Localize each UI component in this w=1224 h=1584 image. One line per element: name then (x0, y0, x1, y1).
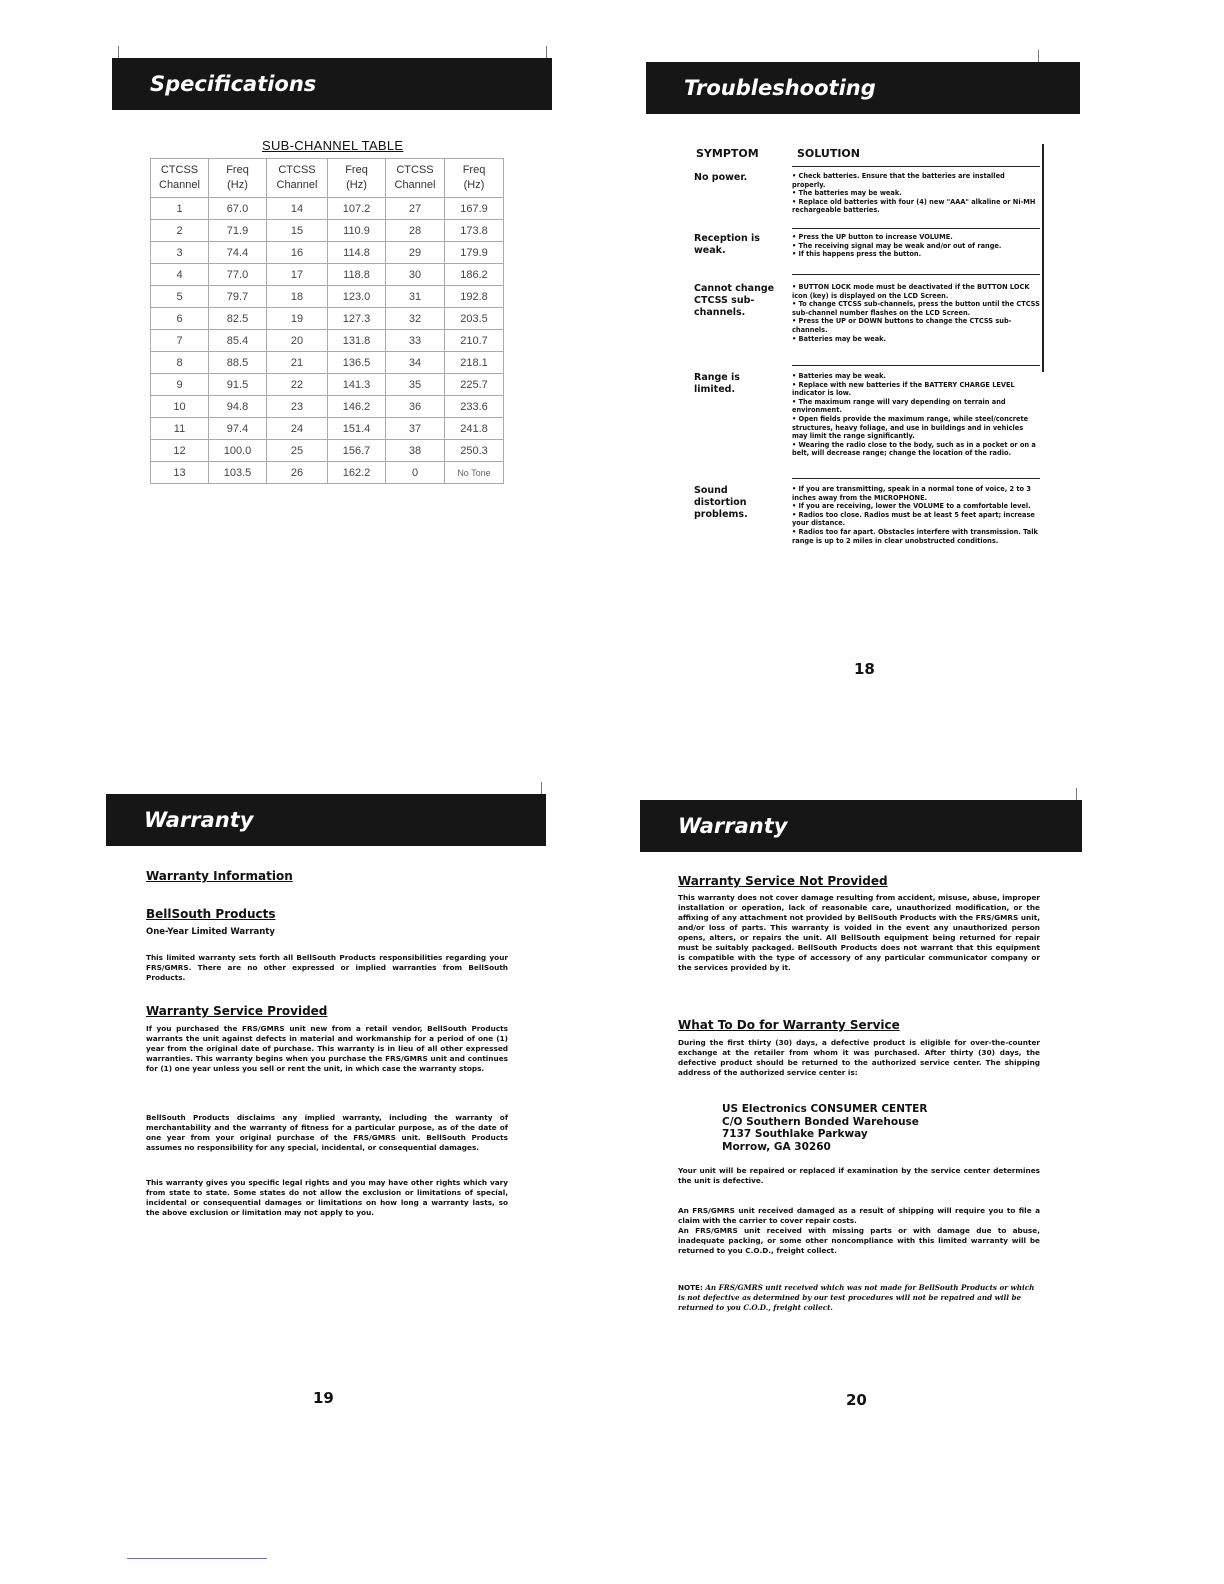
table-cell: 14 (267, 198, 328, 220)
table-cell: 27 (386, 198, 445, 220)
solution-item: • Batteries may be weak. (792, 372, 887, 380)
solution-item: • The receiving signal may be weak and/or out of range. (792, 241, 1002, 250)
table-header-cell (151, 159, 209, 198)
table-cell: 33 (386, 330, 445, 352)
table-cell: 0 (386, 462, 445, 484)
what-to-do-heading: What To Do for Warranty Service (678, 1018, 900, 1032)
table-cell: 13 (151, 462, 209, 484)
table-row (151, 330, 504, 352)
solution-item: • Press the UP button to increase VOLUME. (792, 233, 953, 241)
solution-item: • Batteries may be weak. (792, 334, 887, 343)
header-line: (Hz) (227, 179, 248, 191)
table-cell: 94.8 (209, 396, 267, 418)
solution-header: SOLUTION (797, 147, 860, 160)
table-cell: 31 (386, 286, 445, 308)
bottom-link-underline (127, 1558, 267, 1559)
solution-item: • Radios too close. Radios must be at least 5 feet apart; increase your distance. (792, 510, 1035, 528)
table-cell: 218.1 (445, 352, 504, 374)
table-cell: 151.4 (328, 418, 386, 440)
table-cell: 192.8 (445, 286, 504, 308)
table-cell: 21 (267, 352, 328, 374)
bellsouth-products-heading: BellSouth Products (146, 907, 276, 921)
solution-item: • Wearing the radio close to the body, such as in a pocket or on a belt, will decrease range; change the location of the radio. (792, 440, 1036, 458)
table-cell: 36 (386, 396, 445, 418)
warranty-information-heading: Warranty Information (146, 869, 293, 883)
solution-item: • If you are transmitting, speak in a normal tone of voice, 2 to 3 inches away from the MICROPHONE. (792, 485, 1031, 502)
row-divider (792, 228, 1040, 229)
warranty-right-para-1: This warranty does not cover damage resulting from accident, misuse, abuse, improper installation or operation, lack of reasonable care, unauthorized modification, or the affixing of any attachment not provided by BellSouth Products with the FRS/GMRS unit, and/or loss of parts. This warranty is voided in the event any unauthorized person opens, alters, or repairs the unit. All BellSouth equipment being returned for repair must be suitably packaged. BellSouth Products does not warrant that this equipment is compatible with the type of accessory of any particular communicator company or the services provided by it. (678, 893, 1040, 972)
symptom-text: No power. (694, 172, 748, 183)
table-row (151, 308, 504, 330)
symptom-text: Range is limited. (694, 372, 740, 395)
table-cell: 146.2 (328, 396, 386, 418)
warranty-service-provided-heading: Warranty Service Provided (146, 1004, 328, 1018)
solution-item: • Radios too far apart. Obstacles interfere with transmission. Talk range is up to 2 miles in clear unobstructed conditions. (792, 527, 1038, 545)
table-cell: 167.9 (445, 198, 504, 220)
table-cell: 19 (267, 308, 328, 330)
page-number-18: 18 (854, 660, 875, 678)
solution-item: • The maximum range will vary depending on terrain and environment. (792, 397, 1006, 415)
page-number-20: 20 (846, 1391, 867, 1409)
table-row (151, 242, 504, 264)
table-cell: 100.0 (209, 440, 267, 462)
table-row (151, 418, 504, 440)
warranty-banner-right: Warranty (640, 800, 1082, 852)
table-cell: 225.7 (445, 374, 504, 396)
table-header-cell (445, 159, 504, 198)
table-row (151, 352, 504, 374)
header-line: CTCSS (160, 164, 199, 176)
solution-item: • BUTTON LOCK mode must be deactivated if the BUTTON LOCK icon (key) is displayed on the LCD Screen. (792, 283, 1030, 300)
sub-channel-table (150, 158, 504, 484)
header-line: CTCSS (396, 164, 434, 176)
page-number-19: 19 (313, 1389, 334, 1407)
note-label: NOTE: (678, 1283, 703, 1292)
table-cell: 17 (267, 264, 328, 286)
table-cell: 103.5 (209, 462, 267, 484)
header-line: Channel (276, 179, 318, 191)
header-line: CTCSS (278, 164, 316, 176)
table-cell: 5 (151, 286, 209, 308)
table-cell: 173.8 (445, 220, 504, 242)
table-cell: 11 (151, 418, 209, 440)
symptom-text: Cannot change CTCSS sub-channels. (694, 283, 775, 318)
table-cell: 88.5 (209, 352, 267, 374)
table-cell: 1 (151, 198, 209, 220)
table-cell: 85.4 (209, 330, 267, 352)
table-cell: 23 (267, 396, 328, 418)
header-line: (Hz) (463, 179, 485, 191)
specifications-banner: Specifications (112, 58, 552, 110)
header-line: Channel (159, 179, 200, 191)
table-row (151, 440, 504, 462)
table-cell: 203.5 (445, 308, 504, 330)
solution-item: • Replace old batteries with four (4) new "AAA" alkaline or Ni-MH rechargeable batteries. (792, 197, 1036, 215)
table-cell: 141.3 (328, 374, 386, 396)
warranty-note (678, 1283, 1040, 1313)
address-line: C/O Southern Bonded Warehouse (722, 1115, 919, 1128)
table-cell: 67.0 (209, 198, 267, 220)
table-cell: 118.8 (328, 264, 386, 286)
solution-list (792, 485, 1040, 545)
row-divider (792, 365, 1040, 366)
table-cell: 162.2 (328, 462, 386, 484)
table-cell: 35 (386, 374, 445, 396)
table-cell: 28 (386, 220, 445, 242)
table-cell: 38 (386, 440, 445, 462)
table-cell: 97.4 (209, 418, 267, 440)
table-cell: 233.6 (445, 396, 504, 418)
solution-item: • Open fields provide the maximum range, while steel/concrete structures, heavy foliage, and use in buildings and in vehicles may limit the range significantly. (792, 414, 1029, 441)
table-header-cell (267, 159, 328, 198)
table-cell: 37 (386, 418, 445, 440)
header-divider (792, 166, 1040, 167)
table-cell: 131.8 (328, 330, 386, 352)
symptom-text: Reception is weak. (694, 233, 760, 256)
table-cell: 9 (151, 374, 209, 396)
table-header-cell (209, 159, 267, 198)
table-cell: 123.0 (328, 286, 386, 308)
solution-item: • To change CTCSS sub-channels, press the button until the CTCSS sub-channel number flashes on the LCD Screen. (792, 300, 1040, 317)
table-cell: 250.3 (445, 440, 504, 462)
table-cell: 107.2 (328, 198, 386, 220)
warranty-para-2: If you purchased the FRS/GMRS unit new from a retail vendor, BellSouth Products warrants the unit against defects in material and workmanship for a period of one (1) year from the original date of purchase. This warranty is in lieu of all other expressed warranties. This warranty begins when you purchase the FRS/GMRS unit and continues for (1) one year unless you sell or rent the unit, in which case the warranty stops. (146, 1024, 508, 1073)
solution-item: • Replace with new batteries if the BATTERY CHARGE LEVEL indicator is low. (792, 380, 1015, 398)
table-cell: 4 (151, 264, 209, 286)
warranty-not-provided-heading: Warranty Service Not Provided (678, 874, 888, 888)
table-cell: 12 (151, 440, 209, 462)
warranty-right-para-3: Your unit will be repaired or replaced if examination by the service center determines the unit is defective. (678, 1166, 1040, 1185)
table-cell: 110.9 (328, 220, 386, 242)
row-divider (792, 274, 1040, 275)
header-line: Freq (462, 164, 486, 176)
solution-item: • Check batteries. Ensure that the batteries are installed properly. (792, 172, 1005, 189)
table-row (151, 220, 504, 242)
table-cell: 241.8 (445, 418, 504, 440)
table-row (151, 374, 504, 396)
header-line: Freq (345, 164, 368, 176)
symptom-text: Sound distortion problems. (694, 485, 748, 520)
table-cell: 25 (267, 440, 328, 462)
table-cell: 210.7 (445, 330, 504, 352)
row-divider (792, 478, 1040, 479)
header-line: (Hz) (346, 179, 367, 191)
table-cell: 7 (151, 330, 209, 352)
table-cell: 77.0 (209, 264, 267, 286)
table-cell: 127.3 (328, 308, 386, 330)
header-line: Freq (226, 164, 249, 176)
warranty-para-3: BellSouth Products disclaims any implied warranty, including the warranty of merchantability and the warranty of fitness for a particular purpose, as of the date of one year from your original purchase of the FRS/GMRS unit. BellSouth Products assumes no responsibility for any special, incidental, or consequential damages. (146, 1113, 508, 1152)
solution-list (792, 372, 1040, 458)
table-cell: 79.7 (209, 286, 267, 308)
warranty-right-para-5: An FRS/GMRS unit received with missing parts or with damage due to abuse, inadequate packing, or some other noncompliance with this limited warranty will be returned to you C.O.D., freight collect. (678, 1226, 1040, 1255)
table-cell: 91.5 (209, 374, 267, 396)
table-cell: 179.9 (445, 242, 504, 264)
table-cell: 82.5 (209, 308, 267, 330)
table-row (151, 198, 504, 220)
table-row (151, 396, 504, 418)
solution-item: • If you are receiving, lower the VOLUME to a comfortable level. (792, 502, 1031, 511)
solution-item: • If this happens press the button. (792, 250, 922, 259)
table-cell: 6 (151, 308, 209, 330)
address-line: Morrow, GA 30260 (722, 1140, 831, 1153)
solution-item: • The batteries may be weak. (792, 189, 902, 198)
address-line: US Electronics CONSUMER CENTER (722, 1103, 928, 1115)
table-row (151, 462, 504, 484)
symptom-header: SYMPTOM (696, 147, 759, 160)
table-cell: 186.2 (445, 264, 504, 286)
table-cell: 16 (267, 242, 328, 264)
troubleshooting-side-bar (1042, 144, 1044, 372)
warranty-right-para-4: An FRS/GMRS unit received damaged as a result of shipping will require you to file a claim with the carrier to cover repair costs. (678, 1206, 1040, 1225)
table-cell: 15 (267, 220, 328, 242)
solution-list (792, 233, 1040, 259)
table-cell: 8 (151, 352, 209, 374)
table-cell: 30 (386, 264, 445, 286)
note-text: An FRS/GMRS unit received which was not made for BellSouth Products or which is not defective as determined by our test procedures will not be repaired and will be returned to you C.O.D., freight collect. (678, 1283, 1035, 1312)
table-cell: 136.5 (328, 352, 386, 374)
table-cell: 20 (267, 330, 328, 352)
warranty-para-1: This limited warranty sets forth all BellSouth Products responsibilities regarding your FRS/GMRS. There are no other expressed or implied warranties from BellSouth Products. (146, 953, 508, 982)
warranty-banner-left: Warranty (106, 794, 546, 846)
table-row (151, 264, 504, 286)
table-cell: 74.4 (209, 242, 267, 264)
table-cell: 114.8 (328, 242, 386, 264)
service-center-address (722, 1103, 927, 1153)
table-header-cell (386, 159, 445, 198)
solution-item: • Press the UP or DOWN buttons to change the CTCSS sub-channels. (792, 317, 1012, 334)
header-line: Channel (394, 179, 436, 191)
table-cell: 32 (386, 308, 445, 330)
table-cell: 34 (386, 352, 445, 374)
table-cell: 18 (267, 286, 328, 308)
sub-channel-table-title: SUB-CHANNEL TABLE (262, 138, 404, 153)
solution-list (792, 172, 1040, 215)
solution-list (792, 283, 1040, 343)
table-cell: 24 (267, 418, 328, 440)
table-cell: No Tone (445, 462, 504, 484)
table-cell: 3 (151, 242, 209, 264)
table-cell: 71.9 (209, 220, 267, 242)
warranty-right-para-2: During the first thirty (30) days, a defective product is eligible for over-the-counter exchange at the retailer from whom it was purchased. After thirty (30) days, the defective product should be returned to the authorized service center. The shipping address of the authorized service center is: (678, 1038, 1040, 1077)
address-line: 7137 Southlake Parkway (722, 1128, 868, 1140)
table-header-cell (328, 159, 386, 198)
table-cell: 22 (267, 374, 328, 396)
table-cell: 156.7 (328, 440, 386, 462)
table-cell: 10 (151, 396, 209, 418)
one-year-subheading: One-Year Limited Warranty (146, 927, 275, 937)
table-cell: 2 (151, 220, 209, 242)
table-cell: 26 (267, 462, 328, 484)
warranty-para-4: This warranty gives you specific legal rights and you may have other rights which vary from state to state. Some states do not allow the exclusion or limitations of special, incidental or consequential damages or limitations on how long a warranty lasts, so the above exclusion or limitation may not apply to you. (146, 1178, 508, 1217)
troubleshooting-banner: Troubleshooting (646, 62, 1080, 114)
table-row (151, 286, 504, 308)
table-cell: 29 (386, 242, 445, 264)
